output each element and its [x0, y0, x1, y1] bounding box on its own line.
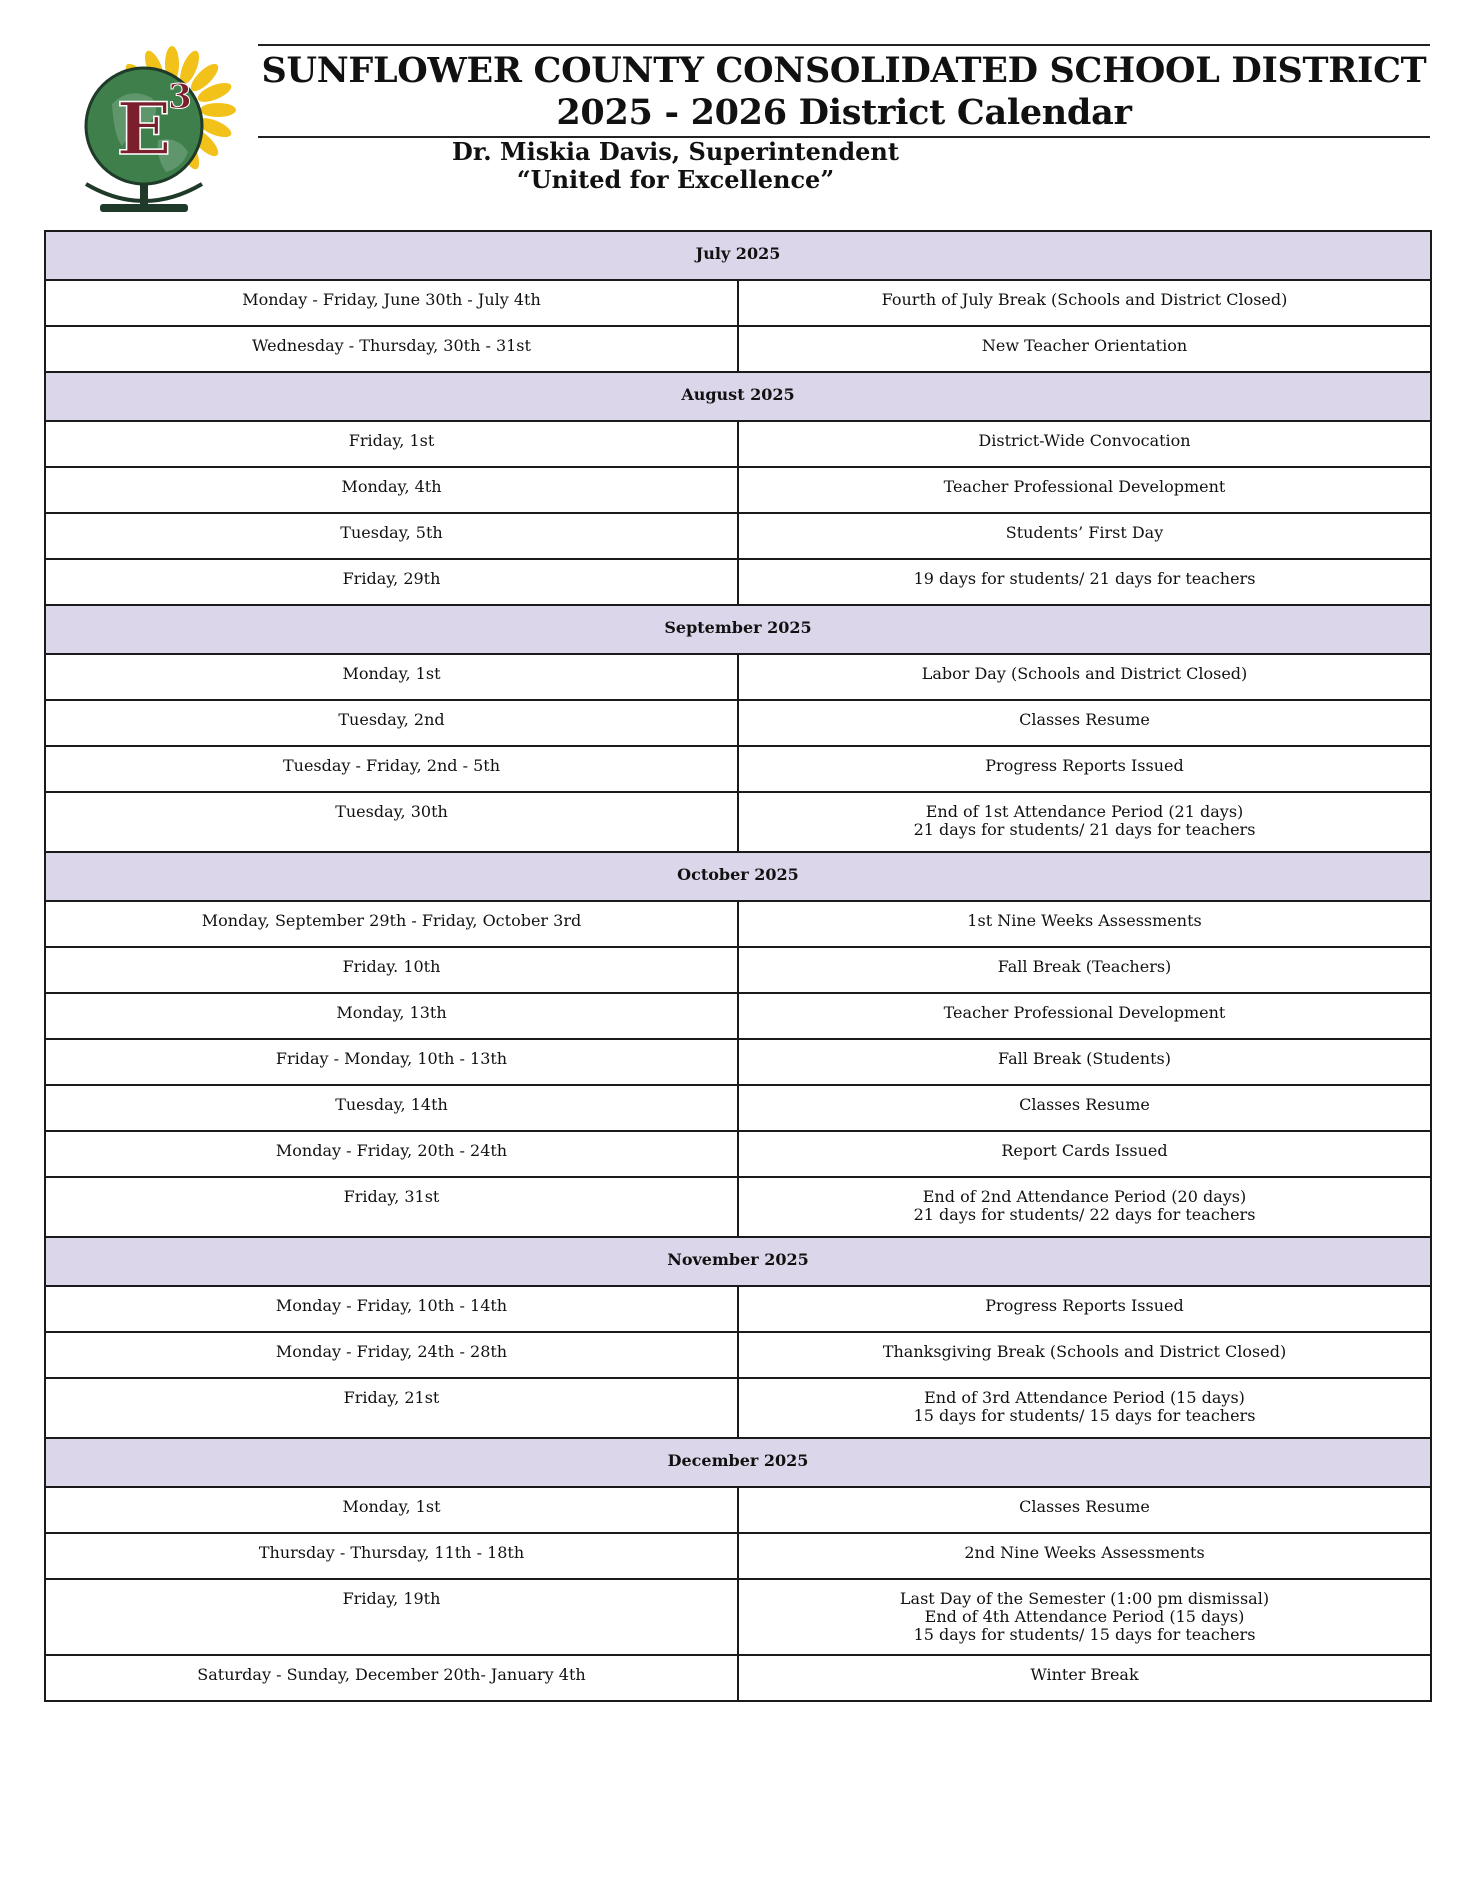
event-line: End of 3rd Attendance Period (15 days) [924, 1388, 1245, 1407]
month-heading: September 2025 [45, 605, 1431, 654]
calendar-row [45, 901, 1431, 947]
event-date: Friday, 29th [45, 559, 738, 605]
event-date: Friday. 10th [45, 947, 738, 993]
event-line: 19 days for students/ 21 days for teachers [913, 569, 1256, 588]
month-heading: October 2025 [45, 852, 1431, 901]
event-line: New Teacher Orientation [981, 336, 1188, 355]
event-date: Monday, 1st [45, 1487, 738, 1533]
event-description [738, 467, 1431, 513]
month-header-row [45, 372, 1431, 421]
calendar-row [45, 1487, 1431, 1533]
event-line: Progress Reports Issued [985, 1296, 1184, 1315]
calendar-row [45, 421, 1431, 467]
event-date: Monday, 1st [45, 654, 738, 700]
event-line: 21 days for students/ 22 days for teachers [913, 1205, 1256, 1224]
event-description [738, 1085, 1431, 1131]
event-date: Tuesday, 2nd [45, 700, 738, 746]
event-date: Saturday - Sunday, December 20th- January 4th [45, 1655, 738, 1701]
event-description [738, 280, 1431, 326]
event-description [738, 559, 1431, 605]
event-description [738, 1533, 1431, 1579]
event-description [738, 1655, 1431, 1701]
calendar-row [45, 947, 1431, 993]
calendar-row [45, 513, 1431, 559]
event-line: Report Cards Issued [1001, 1141, 1168, 1160]
month-header-row [45, 1438, 1431, 1487]
month-header-row [45, 231, 1431, 280]
event-description [738, 901, 1431, 947]
event-line: End of 2nd Attendance Period (20 days) [922, 1187, 1247, 1206]
event-date: Tuesday, 30th [45, 792, 738, 852]
calendar-row [45, 654, 1431, 700]
event-date: Tuesday - Friday, 2nd - 5th [45, 746, 738, 792]
month-heading: August 2025 [45, 372, 1431, 421]
event-line: Teacher Professional Development [943, 1003, 1226, 1022]
event-date: Friday - Monday, 10th - 13th [45, 1039, 738, 1085]
event-line: Teacher Professional Development [943, 477, 1226, 496]
event-date: Monday - Friday, 20th - 24th [45, 1131, 738, 1177]
document-header [258, 44, 1430, 194]
event-description [738, 1332, 1431, 1378]
calendar-row [45, 1579, 1431, 1655]
event-line: Last Day of the Semester (1:00 pm dismissal) [899, 1589, 1270, 1608]
event-date: Monday - Friday, 10th - 14th [45, 1286, 738, 1332]
month-heading: December 2025 [45, 1438, 1431, 1487]
logo-superscript: 3 [168, 77, 192, 117]
event-date: Thursday - Thursday, 11th - 18th [45, 1533, 738, 1579]
event-date: Tuesday, 5th [45, 513, 738, 559]
event-date: Wednesday - Thursday, 30th - 31st [45, 326, 738, 372]
event-date: Monday - Friday, 24th - 28th [45, 1332, 738, 1378]
calendar-row [45, 1131, 1431, 1177]
district-name: SUNFLOWER COUNTY CONSOLIDATED SCHOOL DISTRICT [261, 50, 1427, 91]
event-line: Classes Resume [1019, 710, 1150, 729]
event-line: 15 days for students/ 15 days for teachers [913, 1625, 1256, 1644]
event-line: Classes Resume [1019, 1497, 1150, 1516]
event-line: Students’ First Day [1005, 523, 1164, 542]
event-description [738, 1286, 1431, 1332]
superintendent-name: Dr. Miskia Davis, Superintendent [452, 137, 899, 166]
event-description [738, 654, 1431, 700]
calendar-table [44, 230, 1432, 1702]
calendar-row [45, 326, 1431, 372]
event-date: Monday, September 29th - Friday, October 3rd [45, 901, 738, 947]
event-date: Friday, 31st [45, 1177, 738, 1237]
event-line: End of 4th Attendance Period (15 days) [924, 1607, 1245, 1626]
globe-stand-base [100, 204, 188, 212]
calendar-row [45, 1378, 1431, 1438]
event-date: Friday, 21st [45, 1378, 738, 1438]
event-date: Monday - Friday, June 30th - July 4th [45, 280, 738, 326]
event-line: Winter Break [1030, 1665, 1139, 1684]
event-line: Fall Break (Students) [998, 1049, 1171, 1068]
event-line: Thanksgiving Break (Schools and District Closed) [882, 1342, 1287, 1361]
event-description [738, 421, 1431, 467]
calendar-row [45, 1533, 1431, 1579]
calendar-row [45, 1039, 1431, 1085]
calendar-row [45, 1286, 1431, 1332]
calendar-row [45, 559, 1431, 605]
event-line: 15 days for students/ 15 days for teachers [913, 1406, 1256, 1425]
calendar-row [45, 467, 1431, 513]
calendar-row [45, 280, 1431, 326]
calendar-row [45, 1177, 1431, 1237]
event-date: Tuesday, 14th [45, 1085, 738, 1131]
event-description [738, 993, 1431, 1039]
month-header-row [45, 605, 1431, 654]
event-line: Fall Break (Teachers) [997, 957, 1172, 976]
logo-letter: E [116, 86, 172, 171]
event-line: Progress Reports Issued [985, 756, 1184, 775]
calendar-title: 2025 - 2026 District Calendar [556, 92, 1132, 133]
event-description [738, 1039, 1431, 1085]
event-date: Friday, 1st [45, 421, 738, 467]
calendar-row [45, 700, 1431, 746]
event-line: 21 days for students/ 21 days for teachers [913, 820, 1256, 839]
globe-logo-icon [62, 44, 238, 220]
event-description [738, 947, 1431, 993]
district-motto: “United for Excellence” [516, 165, 835, 194]
month-header-row [45, 1237, 1431, 1286]
event-line: Classes Resume [1019, 1095, 1150, 1114]
event-description [738, 326, 1431, 372]
event-line: End of 1st Attendance Period (21 days) [925, 802, 1244, 821]
event-description [738, 1487, 1431, 1533]
event-description [738, 746, 1431, 792]
event-date: Monday, 13th [45, 993, 738, 1039]
event-description [738, 1579, 1431, 1655]
event-date: Monday, 4th [45, 467, 738, 513]
calendar-row [45, 792, 1431, 852]
event-line: 2nd Nine Weeks Assessments [964, 1543, 1205, 1562]
event-description [738, 513, 1431, 559]
month-heading: November 2025 [45, 1237, 1431, 1286]
event-description [738, 1177, 1431, 1237]
event-description [738, 792, 1431, 852]
calendar-row [45, 993, 1431, 1039]
event-date: Friday, 19th [45, 1579, 738, 1655]
calendar-row [45, 1085, 1431, 1131]
calendar-row [45, 1655, 1431, 1701]
event-description [738, 1131, 1431, 1177]
calendar-row [45, 746, 1431, 792]
event-description [738, 1378, 1431, 1438]
event-line: 1st Nine Weeks Assessments [967, 911, 1202, 930]
month-heading: July 2025 [45, 231, 1431, 280]
event-line: Fourth of July Break (Schools and District Closed) [881, 290, 1288, 309]
event-description [738, 700, 1431, 746]
district-logo [62, 44, 238, 220]
event-line: District-Wide Convocation [978, 431, 1191, 450]
calendar-row [45, 1332, 1431, 1378]
event-line: Labor Day (Schools and District Closed) [921, 664, 1248, 683]
month-header-row [45, 852, 1431, 901]
